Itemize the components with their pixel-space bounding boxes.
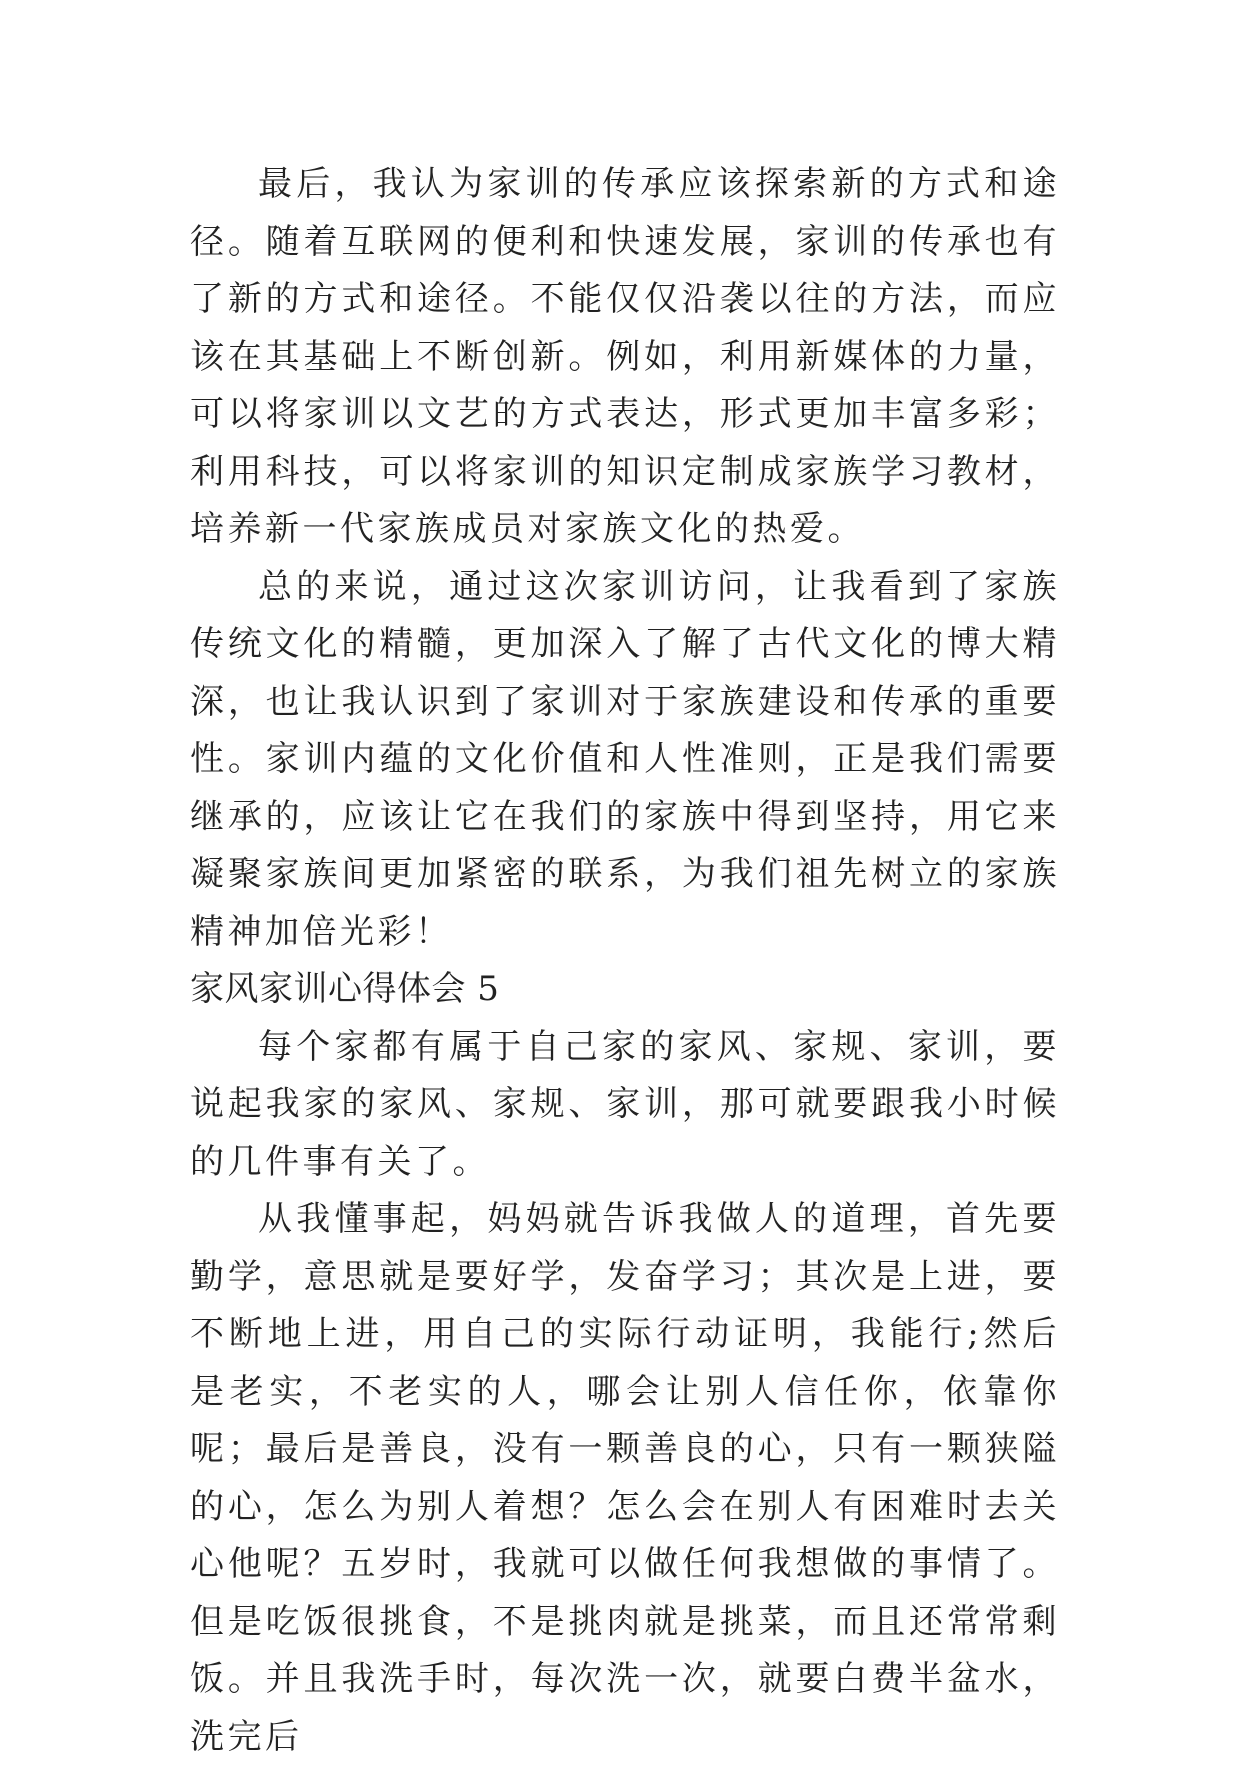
paragraph-inheritance-innovation: 最后，我认为家训的传承应该探索新的方式和途径。随着互联网的便利和快速发展，家训的传承也有了新的方式和途径。不能仅仅沿袭以往的方法，而应该在其基础上不断创新。例如，利用新媒体的力量，可以将家训以文艺的方式表达，形式更加丰富多彩；利用科技，可以将家训的知识定制成家族学习教材，培养新一代家族成员对家族文化的热爱。 [190,164,1060,549]
paragraph-conclusion: 总的来说，通过这次家训访问，让我看到了家族传统文化的精髓，更加深入了解了古代文化的博大精深，也让我认识到了家训对于家族建设和传承的重要性。家训内蕴的文化价值和人性准则，正是我们需要继承的，应该让它在我们的家族中得到坚持，用它来凝聚家族间更加紧密的联系，为我们祖先树立的家族精神加倍光彩！ [190,566,1060,952]
section-heading: 家风家训心得体会 5 [190,969,500,1009]
document-body [190,156,1060,1766]
paragraph-family-rules-intro: 每个家都有属于自己家的家风、家规、家训，要说起我家的家风、家规、家训，那可就要跟我小时候的几件事有关了。 [190,1026,1060,1182]
paragraph-childhood-lessons: 从我懂事起，妈妈就告诉我做人的道理，首先要勤学，意思就是要好学，发奋学习；其次是上进，要不断地上进，用自己的实际行动证明，我能行;然后是老实，不老实的人，哪会让别人信任你，依靠你呢；最后是善良，没有一颗善良的心，只有一颗狭隘的心，怎么为别人着想？怎么会在别人有困难时去关心他呢？五岁时，我就可以做任何我想做的事情了。但是吃饭很挑食，不是挑肉就是挑菜，而且还常常剩饭。并且我洗手时，每次洗一次，就要白费半盆水，洗完后 [190,1199,1060,1757]
